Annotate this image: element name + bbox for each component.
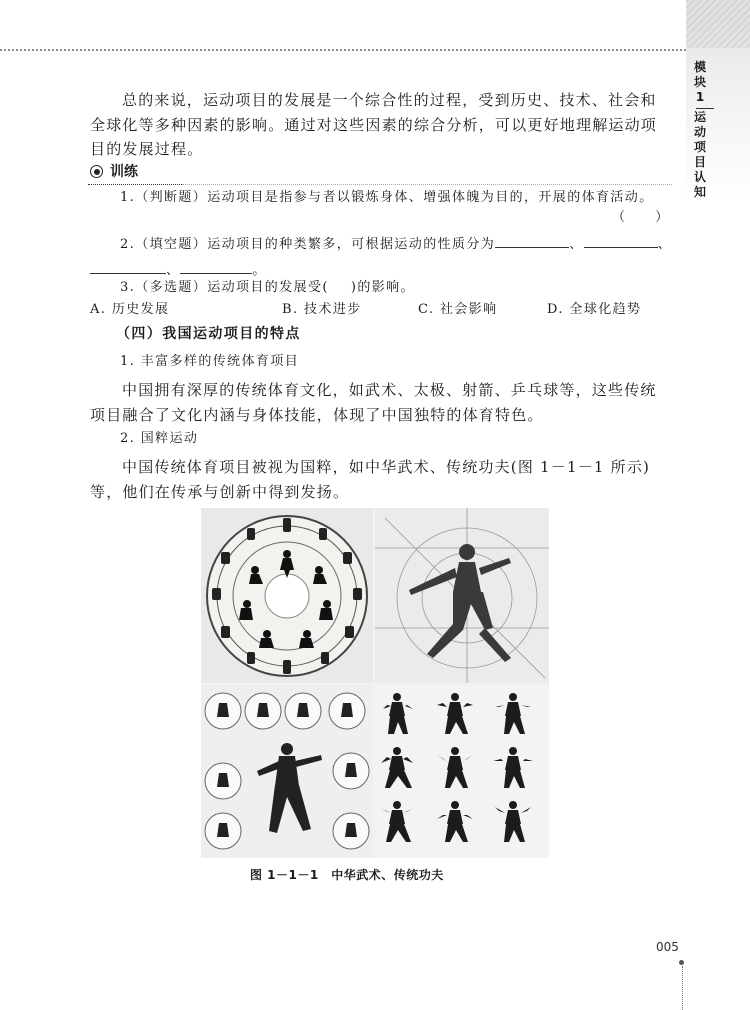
question-2-cont: 、 。	[90, 259, 267, 281]
bottom-dotted-rule	[682, 966, 684, 1010]
option-b: B. 技术进步	[282, 302, 362, 317]
training-rule	[182, 184, 672, 185]
paragraph-1: 中国拥有深厚的传统体育文化，如武术、太极、射箭、乒乓球等，这些传统项目融合了文化内涵与身体技能，体现了中国独特的体育特色。	[90, 381, 657, 424]
bullet-circle-icon	[90, 165, 103, 178]
intro-paragraph: 总的来说，运动项目的发展是一个综合性的过程，受到历史、技术、社会和全球化等多种因素的影响。通过对这些因素的综合分析，可以更好地理解运动项目的发展过程。	[90, 91, 658, 158]
fill-blank-4[interactable]	[180, 259, 252, 274]
page-dot-icon	[679, 960, 684, 965]
option-c: C. 社会影响	[418, 302, 498, 317]
question-3: 3.（多选题）运动项目的发展受( )的影响。	[120, 280, 415, 295]
question-2: 2.（填空题）运动项目的种类繁多，可根据运动的性质分为 、 、	[120, 233, 672, 255]
figure-caption: 图 1－1－1 中华武术、传统功夫	[250, 868, 444, 882]
fill-blank-3[interactable]	[90, 259, 166, 274]
chapter-side-tab	[686, 0, 750, 1010]
tab-divider	[696, 108, 714, 109]
page-number: 005	[656, 940, 679, 954]
fill-blank-2[interactable]	[584, 233, 658, 248]
side-vertical-text	[694, 60, 714, 200]
module-label: 模 块 1	[694, 60, 707, 104]
option-d: D. 全球化趋势	[547, 302, 642, 317]
question-1-answer-paren: （ ）	[612, 210, 670, 225]
chapter-title: 运 动 项 目 认 知	[694, 110, 707, 199]
stance-sketch-illustration	[375, 508, 549, 683]
poses-grid-illustration	[375, 685, 549, 858]
fill-blank-1[interactable]	[495, 233, 569, 248]
wheel-illustration	[201, 508, 373, 683]
section-heading: （四）我国运动项目的特点	[116, 326, 301, 342]
martial-arts-figure	[201, 508, 549, 858]
training-heading: 训练	[88, 160, 182, 185]
header-dotted-rule	[0, 49, 686, 51]
tab-texture	[686, 0, 750, 48]
circles-sequence-illustration	[201, 685, 373, 858]
subheading-1: 1. 丰富多样的传统体育项目	[120, 354, 300, 369]
question-1: 1.（判断题）运动项目是指参与者以锻炼身体、增强体魄为目的，开展的体育活动。	[120, 190, 654, 205]
subheading-2: 2. 国粹运动	[120, 431, 199, 446]
paragraph-2: 中国传统体育项目被视为国粹，如中华武术、传统功夫(图 1－1－1 所示)等，他们在传承与创新中得到发扬。	[90, 458, 651, 501]
option-a: A. 历史发展	[90, 302, 170, 317]
